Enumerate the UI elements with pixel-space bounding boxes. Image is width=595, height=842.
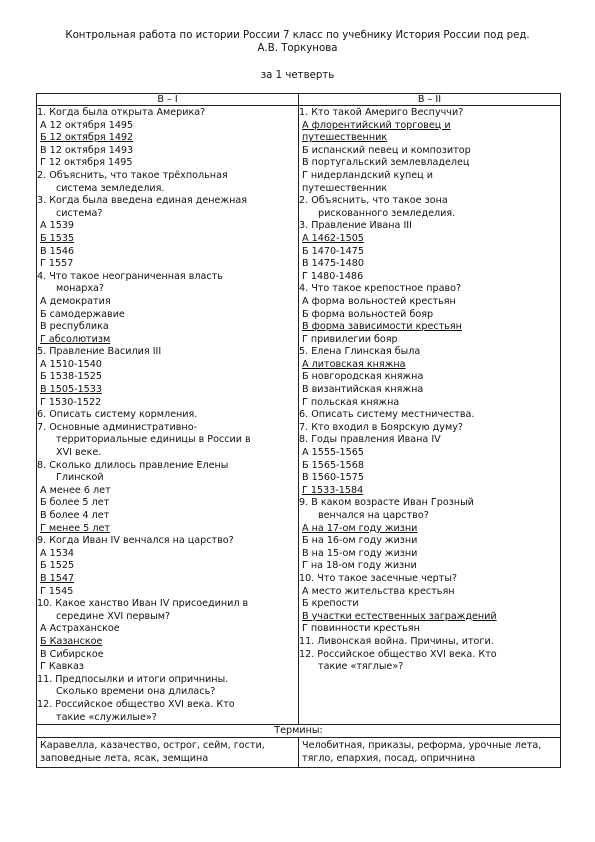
question-continuation: венчался на царство? — [318, 510, 429, 521]
answer-option: путешественник — [302, 132, 388, 144]
answer-option: А 1555-1565 — [302, 447, 364, 459]
answer-option: Б крепости — [302, 598, 359, 610]
answer-option: А демократия — [40, 295, 111, 307]
terms-header: Термины: — [37, 725, 561, 738]
answer-option: А менее 6 лет — [40, 484, 111, 496]
answer-option: Б 1535 — [40, 232, 75, 244]
question-continuation: Глинской — [56, 472, 104, 484]
variant-1-header: В – I — [37, 94, 299, 106]
question-line: 9. Когда Иван IV венчался на царство? — [37, 535, 234, 547]
question-line: 4. Что такое крепостное право? — [299, 283, 462, 295]
question-line: 7. Основные административно- — [37, 421, 198, 433]
answer-option: путешественник — [302, 182, 388, 194]
answer-option: А Астраханское — [40, 623, 120, 635]
question-line: 12. Российское общество XVI века. Кто — [37, 698, 235, 710]
answer-option: Б 1538-1525 — [40, 371, 102, 383]
variant-2-header: В – II — [299, 94, 561, 106]
terms-variant-2: Челобитная, приказы, реформа, урочные лета, тягло, епархия, посад, опричнина — [299, 738, 561, 768]
question-line: 1. Кто такой Америго Веспуччи? — [299, 107, 464, 118]
answer-option: Г привилегии бояр — [302, 333, 398, 345]
terms-variant-1: Каравелла, казачество, острог, сейм, гости, заповедные лета, ясак, земщина — [37, 738, 299, 768]
answer-option: Г нидерландский купец и — [302, 169, 434, 181]
answer-option: Б самодержавие — [40, 308, 125, 320]
answer-option: Г польская княжна — [302, 396, 400, 408]
question-continuation: такие «служилые»? — [56, 711, 157, 723]
answer-option: А флорентийский торговец и — [302, 119, 451, 131]
answer-option: Г 1533-1584 — [302, 484, 364, 496]
answer-option: В 1547 — [40, 572, 75, 584]
answer-option: Г 1545 — [40, 585, 74, 597]
answer-option: В 12 октября 1493 — [40, 144, 134, 156]
answer-option: А место жительства крестьян — [302, 585, 455, 597]
test-table — [36, 93, 561, 768]
answer-option: А 1462-1505 — [302, 232, 364, 244]
question-line: 1. Когда была открыта Америка? — [37, 107, 206, 118]
answer-option: В форма зависимости крестьян — [302, 321, 462, 333]
question-line: 6. Описать систему кормления. — [37, 409, 198, 421]
question-line: 3. Правление Ивана III — [299, 220, 412, 232]
answer-option: Г Кавказ — [40, 661, 85, 673]
answer-option: Г на 18-ом году жизни — [302, 560, 417, 572]
answer-option: Б на 16-ом году жизни — [302, 535, 418, 547]
question-line: 5. Правление Василия III — [37, 346, 162, 358]
answer-option: В византийская княжна — [302, 384, 424, 396]
page-title-line-2: А.В. Торкунова — [257, 43, 338, 54]
question-continuation: система земледелия. — [56, 182, 165, 194]
answer-option: А 1534 — [40, 547, 75, 559]
question-line: 10. Какое ханство Иван IV присоединил в — [37, 598, 249, 610]
question-line: 2. Объяснить, что такое трёхпольная — [37, 169, 228, 181]
answer-option: А форма вольностей крестьян — [302, 295, 456, 307]
question-line: 12. Российское общество XVI века. Кто — [299, 648, 497, 660]
page-subtitle: за 1 четверть — [260, 70, 335, 81]
answer-option: Г повинности крестьян — [302, 623, 420, 635]
answer-option: В 1546 — [40, 245, 75, 257]
answer-option: В 1475-1480 — [302, 258, 364, 270]
answer-option: Б испанский певец и композитор — [302, 144, 471, 156]
answer-option: Г 1557 — [40, 258, 74, 270]
answer-option: Г 1480-1486 — [302, 270, 364, 282]
question-continuation: монарха? — [56, 283, 104, 295]
answer-option: Б Казанское — [40, 635, 103, 647]
question-line: 11. Предпосылки и итоги опричнины. — [37, 673, 229, 685]
question-line: 3. Когда была введена единая денежная — [37, 195, 248, 207]
answer-option: А на 17-ом году жизни — [302, 522, 418, 534]
question-line: 10. Что такое засечные черты? — [299, 572, 458, 584]
answer-option: В республика — [40, 321, 109, 333]
question-continuation: середине XVI первым? — [56, 610, 171, 622]
question-line: 2. Объяснить, что такое зона — [299, 195, 448, 207]
answer-option: В 1560-1575 — [302, 472, 364, 484]
answer-option: В участки естественных заграждений — [302, 610, 497, 622]
question-line: 7. Кто входил в Боярскую думу? — [299, 421, 463, 433]
question-continuation: территориальные единицы в России в — [56, 434, 251, 446]
question-line: 8. Годы правления Ивана IV — [299, 434, 441, 446]
answer-option: Б 12 октября 1492 — [40, 132, 134, 144]
answer-option: В Сибирское — [40, 648, 104, 660]
question-continuation: система? — [56, 207, 103, 219]
question-continuation: XVI веке. — [56, 447, 102, 459]
answer-option: Б 1470-1475 — [302, 245, 364, 257]
question-continuation: рискованного земледелия. — [318, 207, 456, 219]
answer-option: А литовская княжна — [302, 358, 406, 370]
answer-option: Г менее 5 лет — [40, 522, 110, 534]
question-line: 6. Описать систему местничества. — [299, 409, 475, 421]
answer-option: Г 1530-1522 — [40, 396, 102, 408]
question-line: 11. Ливонская война. Причины, итоги. — [299, 635, 494, 647]
variant-2-questions — [299, 106, 561, 725]
answer-option: Б новгородская княжна — [302, 371, 424, 383]
question-line: 5. Елена Глинская была — [299, 346, 421, 358]
question-continuation: такие «тяглые»? — [318, 661, 404, 673]
answer-option: А 1539 — [40, 220, 75, 232]
answer-option: Б 1565-1568 — [302, 459, 364, 471]
question-continuation: Сколько времени она длилась? — [56, 686, 216, 698]
answer-option: Б 1525 — [40, 560, 75, 572]
question-line: 8. Сколько длилось правление Елены — [37, 459, 229, 471]
answer-option: Б форма вольностей бояр — [302, 308, 434, 320]
question-line: 4. Что такое неограниченная власть — [37, 270, 223, 282]
page-title-line-1: Контрольная работа по истории России 7 класс по учебнику История России под ред. — [65, 30, 530, 41]
answer-option: Г 12 октября 1495 — [40, 157, 133, 169]
question-line: 9. В каком возрасте Иван Грозный — [299, 497, 474, 509]
answer-option: В на 15-ом году жизни — [302, 547, 418, 559]
answer-option: Г абсолютизм — [40, 333, 111, 345]
answer-option: В 1505-1533 — [40, 384, 102, 396]
answer-option: А 1510-1540 — [40, 358, 102, 370]
answer-option: А 12 октября 1495 — [40, 119, 134, 131]
answer-option: В португальский землевладелец — [302, 157, 470, 169]
answer-option: В более 4 лет — [40, 510, 110, 521]
answer-option: Б более 5 лет — [40, 497, 110, 509]
variant-1-questions — [37, 106, 299, 725]
